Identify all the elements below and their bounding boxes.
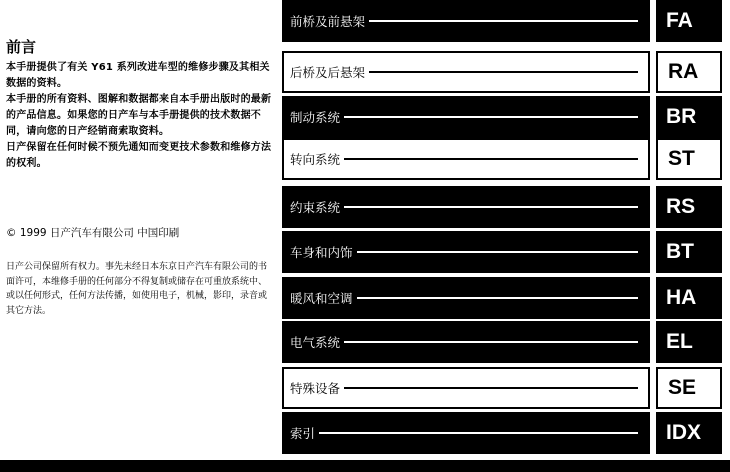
tab-rs-label: 约束系统 [290,200,341,215]
tab-se-box[interactable] [282,367,650,409]
tab-rs-leader-line [344,206,638,208]
preface-paragraph-2: 本手册的所有资料、图解和数据都来自本手册出版时的最新的产品信息。如果您的日产车与本手册提供的技术数据不同，请向您的日产经销商索取资料。 [6,94,272,137]
tab-idx-label: 索引 [290,426,316,441]
tab-st-label: 转向系统 [290,152,341,167]
tab-se-label: 特殊设备 [290,381,341,396]
tab-se-code[interactable]: SE [656,367,722,409]
preface-title: 前言 [6,38,37,56]
tab-fa-leader-line [369,20,638,22]
tab-ra-label: 后桥及后悬架 [290,65,366,80]
tab-idx[interactable] [282,412,722,454]
copyright-notice: © 1999 日产汽车有限公司 中国印刷 [6,227,180,239]
tab-el[interactable] [282,321,722,363]
tab-rs-box[interactable] [282,186,650,228]
tab-idx-box[interactable] [282,412,650,454]
tab-rs-code[interactable]: RS [656,186,722,228]
tab-idx-leader-line [319,432,638,434]
tab-fa-code[interactable]: FA [656,0,722,42]
tab-el-leader-line [344,341,638,343]
tab-rs[interactable] [282,186,722,228]
tab-ha-leader-line [357,297,638,299]
tab-bt[interactable] [282,231,722,273]
tab-st-box[interactable] [282,138,650,180]
tab-br-leader-line [344,116,638,118]
tab-ra-code[interactable]: RA [656,51,722,93]
tab-el-box[interactable] [282,321,650,363]
tab-st-leader-line [344,158,638,160]
tab-ha-code[interactable]: HA [656,277,722,319]
tab-br-code[interactable]: BR [656,96,722,138]
tab-ha-box[interactable] [282,277,650,319]
tab-st[interactable] [282,138,722,180]
bottom-bar [0,460,730,472]
tab-bt-leader-line [357,251,638,253]
tab-br-box[interactable] [282,96,650,138]
section-tabs [282,0,722,456]
tab-ra-box[interactable] [282,51,650,93]
preface-paragraph-3: 日产保留在任何时候不预先通知而变更技术参数和维修方法的权利。 [6,142,272,169]
rights-notice: 日产公司保留所有权力。事先未经日本东京日产汽车有限公司的书面许可，本维修手册的任何部分不得复制或储存在可重放系统中、或以任何形式，任何方法传播，如使用电子，机械，影印，录音或其它方法。 [6,262,268,316]
tab-idx-code[interactable]: IDX [656,412,722,454]
tab-el-code[interactable]: EL [656,321,722,363]
tab-ra-leader-line [369,71,638,73]
tab-bt-label: 车身和内饰 [290,245,353,260]
preface-paragraph-1: 本手册提供了有关 Y61 系列改进车型的维修步骤及其相关数据的资料。 [6,62,270,89]
tab-ha[interactable] [282,277,722,319]
tab-br[interactable] [282,96,722,138]
tab-fa-label: 前桥及前悬架 [290,14,366,29]
tab-fa[interactable] [282,0,722,42]
tab-ha-label: 暖风和空调 [290,291,353,306]
tab-ra[interactable] [282,51,722,93]
tab-se[interactable] [282,367,722,409]
tab-st-code[interactable]: ST [656,138,722,180]
tab-br-label: 制动系统 [290,110,341,125]
tab-bt-code[interactable]: BT [656,231,722,273]
tab-se-leader-line [344,387,638,389]
tab-el-label: 电气系统 [290,335,341,350]
tab-bt-box[interactable] [282,231,650,273]
tab-fa-box[interactable] [282,0,650,42]
preface [6,38,272,172]
